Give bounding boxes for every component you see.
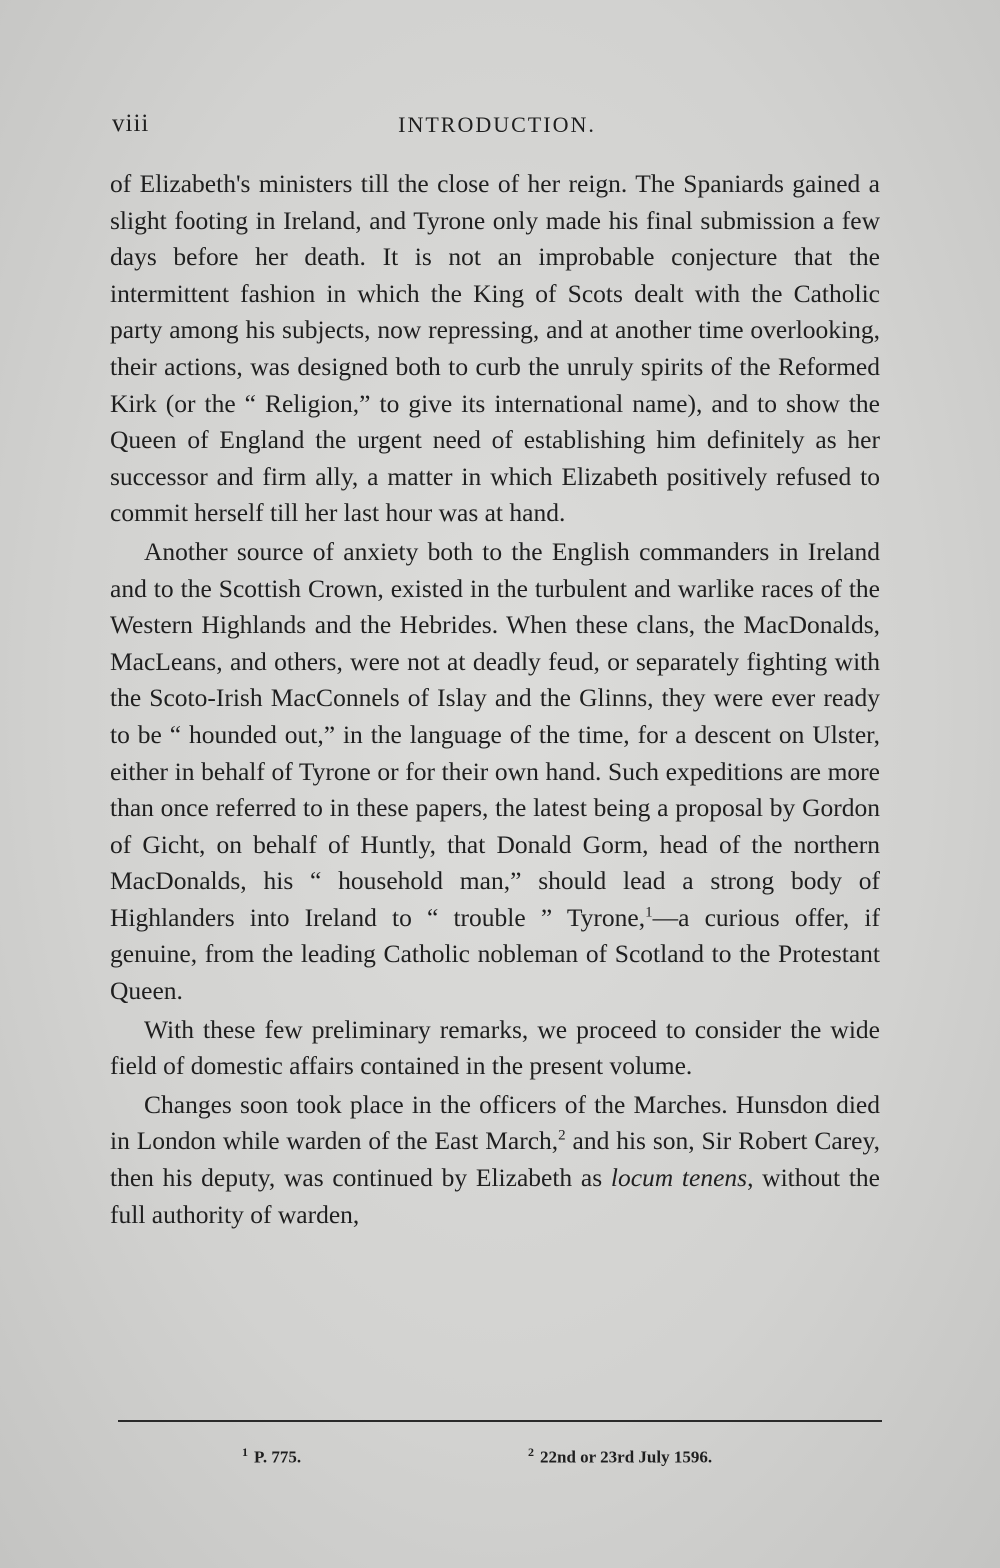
paragraph-2 xyxy=(110,534,880,1010)
paragraph-1: of Elizabeth's ministers till the close of her reign. The Spaniards gained a slight footing in Ireland, and Tyrone only made his final submission a few days before her death. It is not an improbable conjecture that the intermittent fashion in which the King of Scots dealt with the Catholic party among his subjects, now repressing, and at another time overlooking, their actions, was designed both to curb the unruly spirits of the Reformed Kirk (or the “ Religion,” to give its international name), and to show the Queen of England the urgent need of establishing him definitely as her successor and firm ally, a matter in which Elizabeth positively refused to commit herself till her last hour was at hand. xyxy=(110,169,880,528)
footnotes xyxy=(118,1445,882,1475)
running-title: INTRODUCTION. xyxy=(398,112,596,137)
italic-phrase: locum tenens xyxy=(610,1163,748,1193)
footnote-ref-2: 2 xyxy=(558,1127,566,1144)
paragraph-3: With these few preliminary remarks, we proceed to consider the wide field of domestic affairs contained in the present volume. xyxy=(110,1014,880,1081)
paragraph-2-text-b: —a curious offer, if genuine, from the leading Catholic nobleman of Scotland to the Protestant Queen. xyxy=(110,902,880,1006)
paragraph-4-text-b: and his son, Sir Robert Carey, then his deputy, was continued by Elizabeth as xyxy=(110,1126,880,1193)
paragraph-4-text-c: , without the full authority of warden, xyxy=(110,1163,880,1229)
paragraph-4 xyxy=(110,1087,880,1233)
footnote-2 xyxy=(528,1445,712,1468)
footnote-ref-1: 1 xyxy=(645,904,653,921)
footnote-rule xyxy=(118,1420,882,1422)
footnote-1-marker: 1 xyxy=(242,1445,248,1459)
footnote-2-marker: 2 xyxy=(528,1445,534,1459)
footnote-2-text: 22nd or 23rd July 1596. xyxy=(540,1447,713,1467)
footnote-1 xyxy=(242,1445,301,1468)
running-head xyxy=(112,110,882,150)
body-text xyxy=(110,166,880,1233)
footnote-1-text: P. 775. xyxy=(254,1447,302,1467)
paragraph-4-text-a: Changes soon took place in the officers of the Marches. Hunsdon died in London while warden of the East March, xyxy=(110,1089,880,1156)
page-number: viii xyxy=(112,110,150,137)
paragraph-2-text-a: Another source of anxiety both to the English commanders in Ireland and to the Scottish Crown, existed in the turbulent and warlike races of the Western Highlands and the Hebrides. When these clans, the MacDonalds, MacLeans, and others, were not at deadly feud, or separately fighting with the Scoto-Irish MacConnels of Islay and the Glinns, they were ever ready to be “ hounded out,” in the language of the time, for a descent on Ulster, either in behalf of Tyrone or for their own hand. Such expeditions are more than once referred to in these papers, the latest being a proposal by Gordon of Gicht, on behalf of Huntly, that Donald Gorm, head of the northern MacDonalds, his “ household man,” should lead a strong body of Highlanders into Ireland to “ trouble ” Tyrone, xyxy=(110,536,880,932)
